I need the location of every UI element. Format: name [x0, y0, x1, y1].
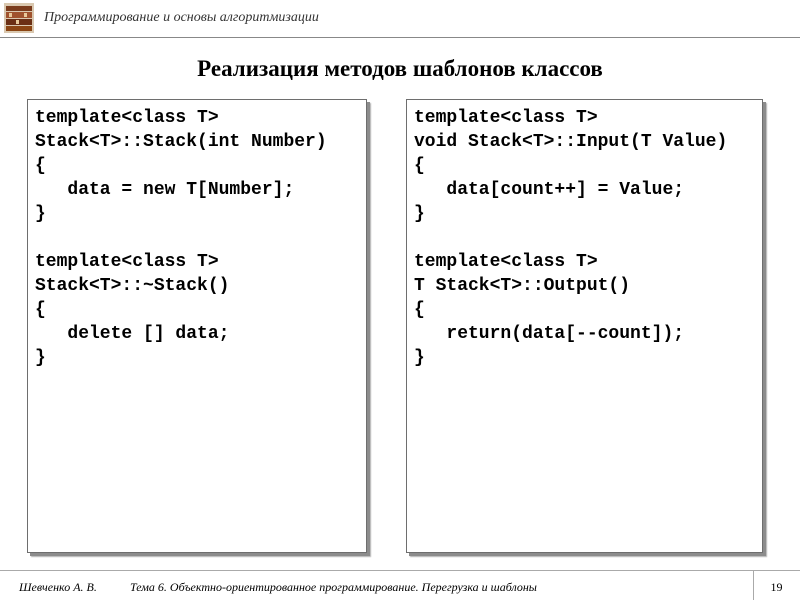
slide-header [0, 0, 800, 38]
slide-title: Реализация методов шаблонов классов [197, 56, 603, 81]
code-panel-right [406, 99, 763, 553]
code-block-constructor-destructor: template<class T> Stack<T>::Stack(int Number) { data = new T[Number]; } template<class T> Stack<T>::~Stack() { delete [] data; } [35, 108, 327, 368]
footer-author: Шевченко А. В. [19, 580, 97, 594]
footer-divider [0, 570, 800, 571]
course-title: Программирование и основы алгоритмизации [44, 10, 319, 25]
code-block-input-output: template<class T> void Stack<T>::Input(T Value) { data[count++] = Value; } template<class T> T Stack<T>::Output() { return(data[--count]); } [414, 108, 728, 368]
header-divider [0, 37, 800, 38]
code-panel-left [27, 99, 367, 553]
footer-topic: Тема 6. Объектно-ориентированное программирование. Перегрузка и шаблоны [130, 580, 537, 594]
book-stack-icon [4, 3, 34, 33]
page-number: 19 [770, 580, 783, 594]
